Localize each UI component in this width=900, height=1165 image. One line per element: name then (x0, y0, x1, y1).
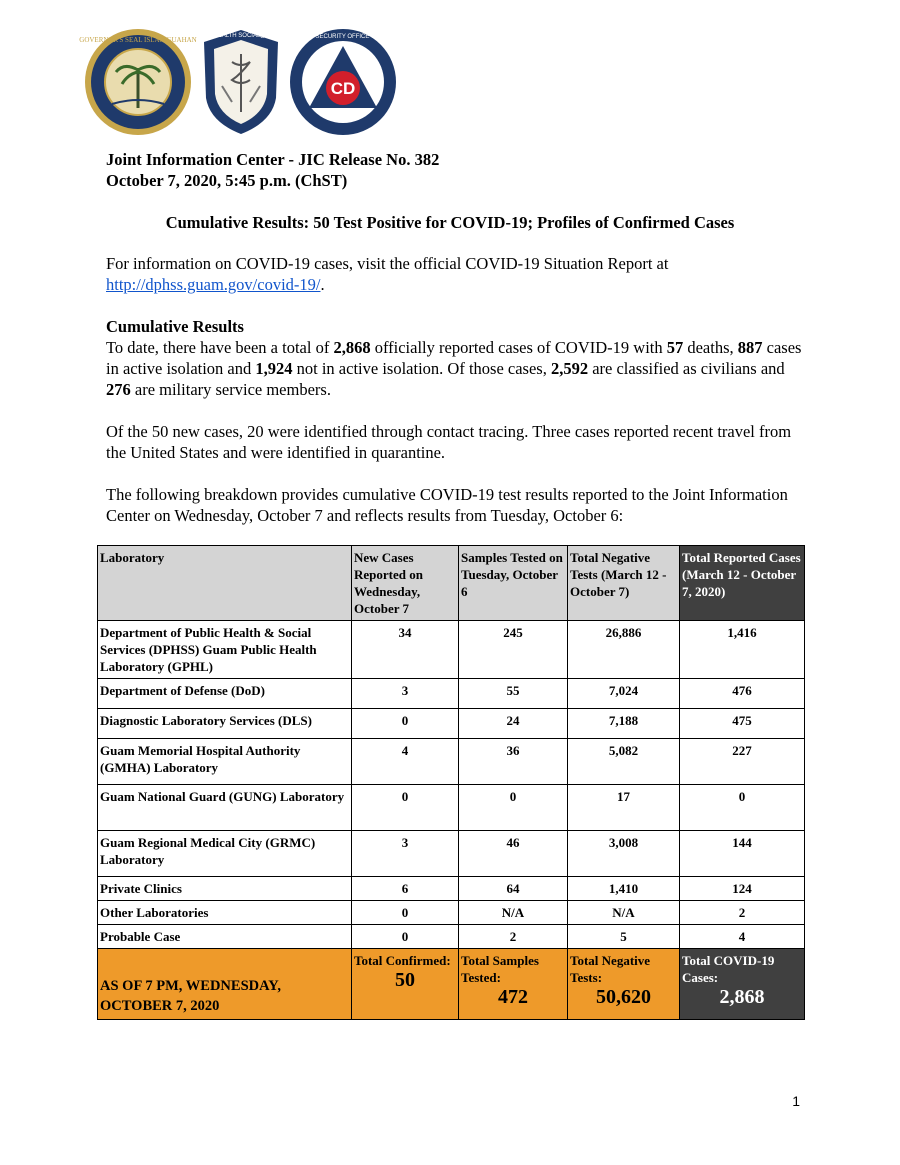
samples-tested: 46 (459, 831, 568, 877)
samples-tested: 55 (459, 679, 568, 709)
governors-seal-icon (79, 28, 197, 136)
total-negative-label: Total Negative Tests: (570, 953, 651, 985)
samples-tested: 0 (459, 785, 568, 831)
lab-name: Diagnostic Laboratory Services (DLS) (98, 709, 352, 739)
cumulative-paragraph: To date, there have been a total of 2,868 officially reported cases of COVID-19 with 57 deaths, 887 cases in active isolation and 1,924 not in active isolation. Of those cases, 2,592 are classified as civilians and 276 are military service members. (106, 338, 802, 399)
new-cases: 0 (352, 925, 459, 949)
table-row (98, 739, 805, 785)
total-negative: 1,410 (568, 877, 680, 901)
table-row (98, 709, 805, 739)
total-reported: 475 (680, 709, 805, 739)
total-confirmed-value: 50 (395, 969, 415, 991)
svg-text:GUAM HOMELAND SECURITY OFFICE: GUAM HOMELAND SECURITY OFFICE OF CIVIL DEFENSE (260, 34, 426, 40)
total-negative-value: 50,620 (596, 986, 651, 1008)
total-confirmed-cell (352, 949, 459, 1020)
new-cases: 6 (352, 877, 459, 901)
total-negative: 3,008 (568, 831, 680, 877)
info-paragraph (106, 253, 806, 295)
table-row (98, 785, 805, 831)
release-number: Joint Information Center - JIC Release No. 382 (106, 150, 440, 169)
total-negative-cell (568, 949, 680, 1020)
release-title: Cumulative Results: 50 Test Positive for COVID-19; Profiles of Confirmed Cases (165, 213, 735, 232)
table-header-row (98, 546, 805, 621)
deaths-value: 57 (666, 338, 684, 357)
breakdown-paragraph: The following breakdown provides cumulative COVID-19 test results reported to the Joint Information Center on Wednesday, October 7 and reflects results from Tuesday, October 6: (106, 485, 788, 525)
situation-report-link[interactable]: http://dphss.guam.gov/covid-19/ (106, 275, 321, 294)
not-active-isolation-value: 1,924 (255, 359, 293, 378)
total-reported: 227 (680, 739, 805, 785)
total-reported: 1,416 (680, 621, 805, 679)
new-cases: 3 (352, 679, 459, 709)
release-date: October 7, 2020, 5:45 p.m. (ChST) (106, 171, 348, 190)
lab-name: Department of Defense (DoD) (98, 679, 352, 709)
info-suffix: . (320, 275, 325, 294)
total-reported: 476 (680, 679, 805, 709)
samples-tested: 64 (459, 877, 568, 901)
total-confirmed-label: Total Confirmed: (354, 953, 451, 968)
total-samples-label: Total Samples Tested: (461, 953, 539, 985)
total-cases-cell (680, 949, 805, 1020)
total-samples-value: 472 (498, 986, 528, 1008)
military-value: 276 (106, 380, 131, 399)
lab-name: Probable Case (98, 925, 352, 949)
total-reported: 124 (680, 877, 805, 901)
total-samples-cell (459, 949, 568, 1020)
lab-name: Private Clinics (98, 877, 352, 901)
svg-text:GOVERNOR'S SEAL ISLAN GUAHAN: GOVERNOR'S SEAL ISLAN GUAHAN (79, 36, 197, 44)
cumulative-heading: Cumulative Results (106, 317, 244, 336)
svg-text:CD: CD (330, 79, 356, 98)
public-health-seal-icon (190, 28, 292, 136)
lab-results-table (97, 545, 805, 1020)
table-row (98, 831, 805, 877)
lab-name: Guam Regional Medical City (GRMC) Laboratory (98, 831, 352, 877)
new-cases-paragraph: Of the 50 new cases, 20 were identified through contact tracing. Three cases reported recent travel from the United States and were identified in quarantine. (106, 422, 792, 462)
new-cases: 3 (352, 831, 459, 877)
total-negative: N/A (568, 901, 680, 925)
info-text: For information on COVID-19 cases, visit the official COVID-19 Situation Report at (106, 254, 669, 273)
total-negative: 5,082 (568, 739, 680, 785)
table-row (98, 925, 805, 949)
header-laboratory: Laboratory (98, 546, 352, 621)
new-cases: 0 (352, 901, 459, 925)
table-row (98, 877, 805, 901)
lab-name: Other Laboratories (98, 901, 352, 925)
svg-text:PUBLIC HEALTH SOCIAL SERVICES: PUBLIC HEALTH SOCIAL SERVICES (190, 33, 292, 39)
total-negative: 5 (568, 925, 680, 949)
total-reported: 2 (680, 901, 805, 925)
samples-tested: 2 (459, 925, 568, 949)
total-negative: 7,024 (568, 679, 680, 709)
total-cases-label: Total COVID-19 Cases: (682, 953, 775, 985)
total-reported: 0 (680, 785, 805, 831)
lab-name: Department of Public Health & Social Services (DPHSS) Guam Public Health Laboratory (GPHL) (98, 621, 352, 679)
table-row (98, 901, 805, 925)
total-negative: 7,188 (568, 709, 680, 739)
active-isolation-value: 887 (737, 338, 763, 357)
table-row (98, 679, 805, 709)
header-total-negative: Total Negative Tests (March 12 - October 7) (568, 546, 680, 621)
total-cases-value: 2,868 (719, 986, 765, 1008)
samples-tested: 36 (459, 739, 568, 785)
totals-label-cell (98, 949, 352, 1020)
samples-tested: 24 (459, 709, 568, 739)
samples-tested: N/A (459, 901, 568, 925)
header-samples-tested: Samples Tested on Tuesday, October 6 (459, 546, 568, 621)
total-reported: 144 (680, 831, 805, 877)
total-reported: 4 (680, 925, 805, 949)
page-number: 1 (792, 1093, 800, 1109)
totals-row (98, 949, 805, 1020)
new-cases: 4 (352, 739, 459, 785)
total-negative: 26,886 (568, 621, 680, 679)
civilians-value: 2,592 (550, 359, 589, 378)
homeland-security-seal-icon (260, 28, 426, 136)
new-cases: 0 (352, 785, 459, 831)
table-row (98, 621, 805, 679)
total-cases-value: 2,868 (333, 338, 371, 357)
header-new-cases: New Cases Reported on Wednesday, October 7 (352, 546, 459, 621)
totals-label: AS OF 7 PM, WEDNESDAY, OCTOBER 7, 2020 (100, 978, 282, 1014)
header-total-reported: Total Reported Cases (March 12 - October 7, 2020) (680, 546, 805, 621)
total-negative: 17 (568, 785, 680, 831)
lab-name: Guam Memorial Hospital Authority (GMHA) Laboratory (98, 739, 352, 785)
lab-name: Guam National Guard (GUNG) Laboratory (98, 785, 352, 831)
samples-tested: 245 (459, 621, 568, 679)
new-cases: 0 (352, 709, 459, 739)
new-cases: 34 (352, 621, 459, 679)
